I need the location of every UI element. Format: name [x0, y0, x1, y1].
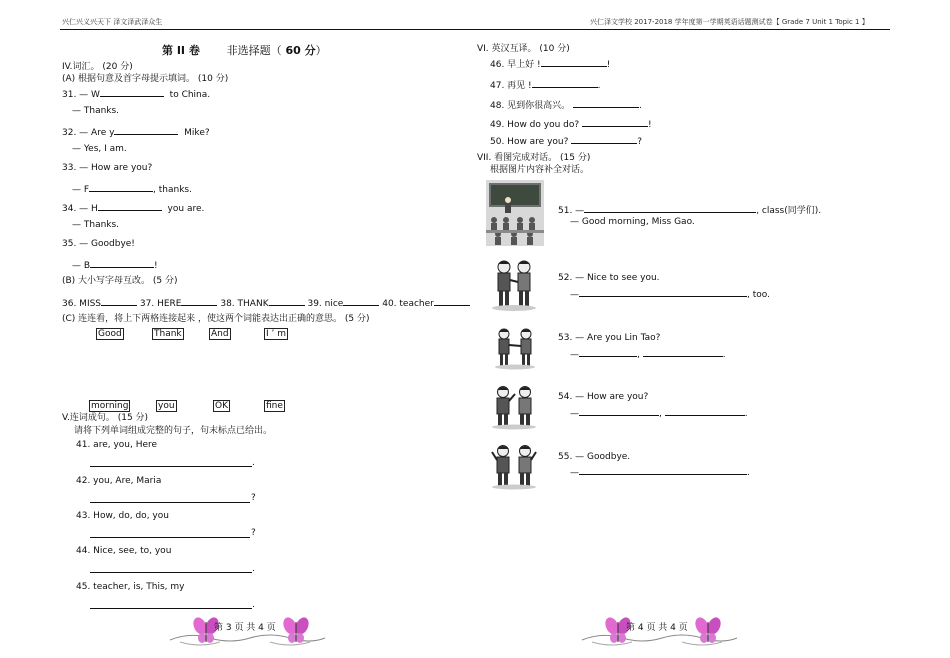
q44: 44. Nice, see, to, you [76, 546, 172, 556]
q41: 41. are, you, Here [76, 440, 158, 450]
q55: 55. — Goodbye. [558, 452, 631, 462]
sec4-heading: IV.词汇。 (20 分) [62, 62, 133, 72]
match-bottom-3[interactable]: OK [215, 401, 228, 411]
part-subtitle: 非选择题（ [226, 44, 282, 57]
q34-reply: — Thanks. [72, 220, 120, 230]
q35: 35. — Goodbye! [62, 239, 135, 249]
q41-punct: . [252, 458, 255, 468]
q33-reply: — F , thanks. [72, 182, 192, 196]
q34: 34. — H you are. [62, 201, 204, 215]
part-title [162, 42, 327, 58]
q41-answer-line[interactable] [90, 466, 252, 467]
sec4c-heading: (C) 连连看，将上下两格连接起来 ，使这两个词能表达出正确的意思。 (5 分) [62, 314, 370, 324]
sec7-instruction: 根据图片内容补全对话。 [490, 165, 590, 175]
q50: 50. How are you? ? [490, 134, 642, 148]
q44-answer-line[interactable] [90, 572, 252, 573]
q42-punct: ? [251, 493, 256, 503]
q43: 43. How, do, do, you [76, 511, 169, 521]
q48: 48. 见到你很高兴。 . [490, 98, 642, 112]
q51: 51. — , class(同学们). [558, 203, 821, 217]
q33: 33. — How are you? [62, 163, 153, 173]
q36-40: 36. MISS 37. HERE 38. THANK 39. nice 40. teacher [62, 296, 470, 310]
q45-punct: . [252, 600, 255, 610]
q31: 31. — W to China. [62, 87, 210, 101]
sec6-heading: VI. 英汉互译。 (10 分) [477, 44, 570, 54]
handshake-illustration [490, 258, 538, 312]
part-title-close: ） [315, 44, 327, 57]
q52: 52. — Nice to see you. [558, 273, 660, 283]
q51-reply: — Good morning, Miss Gao. [570, 217, 695, 227]
q45: 45. teacher, is, This, my [76, 582, 185, 592]
waving-goodbye-illustration [490, 442, 538, 490]
q31-reply: — Thanks. [72, 106, 120, 116]
footer-left-page: 第 3 页 共 4 页 [214, 623, 276, 633]
classroom-illustration [486, 180, 544, 246]
part-score: 60 分 [285, 44, 316, 57]
match-bottom-1[interactable]: morning [91, 401, 129, 411]
sec5-instruction: 请将下列单词组成完整的句子，句末标点已给出。 [74, 426, 273, 436]
match-top-3[interactable]: And [211, 329, 229, 339]
q52-reply: — , too. [570, 287, 770, 301]
header-right: 兴仁泽文学校 2017-2018 学年度第一学期英语话题测试卷【 Grade 7 Unit 1 Topic 1 】 [590, 18, 869, 26]
q43-answer-line[interactable] [90, 537, 250, 538]
sec4b-heading: (B) 大小写字母互改。 (5 分) [62, 276, 178, 286]
q49: 49. How do you do? ! [490, 117, 652, 131]
q54-reply: — , . [570, 406, 748, 420]
sec5-heading: V.连词成句。 (15 分) [62, 413, 149, 423]
q46: 46. 早上好 ! ! [490, 57, 610, 71]
sec4a-heading: (A) 根据句意及首字母提示填词。 (10 分) [62, 74, 229, 84]
greeting-adults-illustration [490, 384, 538, 430]
q54: 54. — How are you? [558, 392, 649, 402]
match-bottom-2[interactable]: you [158, 401, 175, 411]
footer-right-page: 第 4 页 共 4 页 [626, 623, 688, 633]
q32: 32. — Are y Mike? [62, 125, 210, 139]
q55-reply: — . [570, 465, 750, 479]
match-top-2[interactable]: Thank [154, 329, 182, 339]
match-bottom-4[interactable]: fine [266, 401, 283, 411]
q35-reply: — B ! [72, 258, 158, 272]
q32-reply: — Yes, I am. [72, 144, 127, 154]
q45-answer-line[interactable] [90, 608, 252, 609]
q42-answer-line[interactable] [90, 502, 250, 503]
q47: 47. 再见 ! . [490, 78, 601, 92]
q43-punct: ? [251, 528, 256, 538]
q53-reply: — , . [570, 347, 726, 361]
sec7-heading: VII. 看图完成对话。 (15 分) [477, 153, 591, 163]
q42: 42. you, Are, Maria [76, 476, 162, 486]
match-top-4[interactable]: I ’ m [266, 329, 287, 339]
header-rule [60, 29, 890, 30]
part-label: 第 II 卷 [162, 44, 200, 57]
header-left: 兴仁兴义兴天下 泽文泽武泽众生 [62, 18, 163, 26]
q53: 53. — Are you Lin Tao? [558, 333, 661, 343]
match-top-1[interactable]: Good [98, 329, 122, 339]
q44-punct: . [252, 564, 255, 574]
two-students-illustration [492, 326, 538, 370]
